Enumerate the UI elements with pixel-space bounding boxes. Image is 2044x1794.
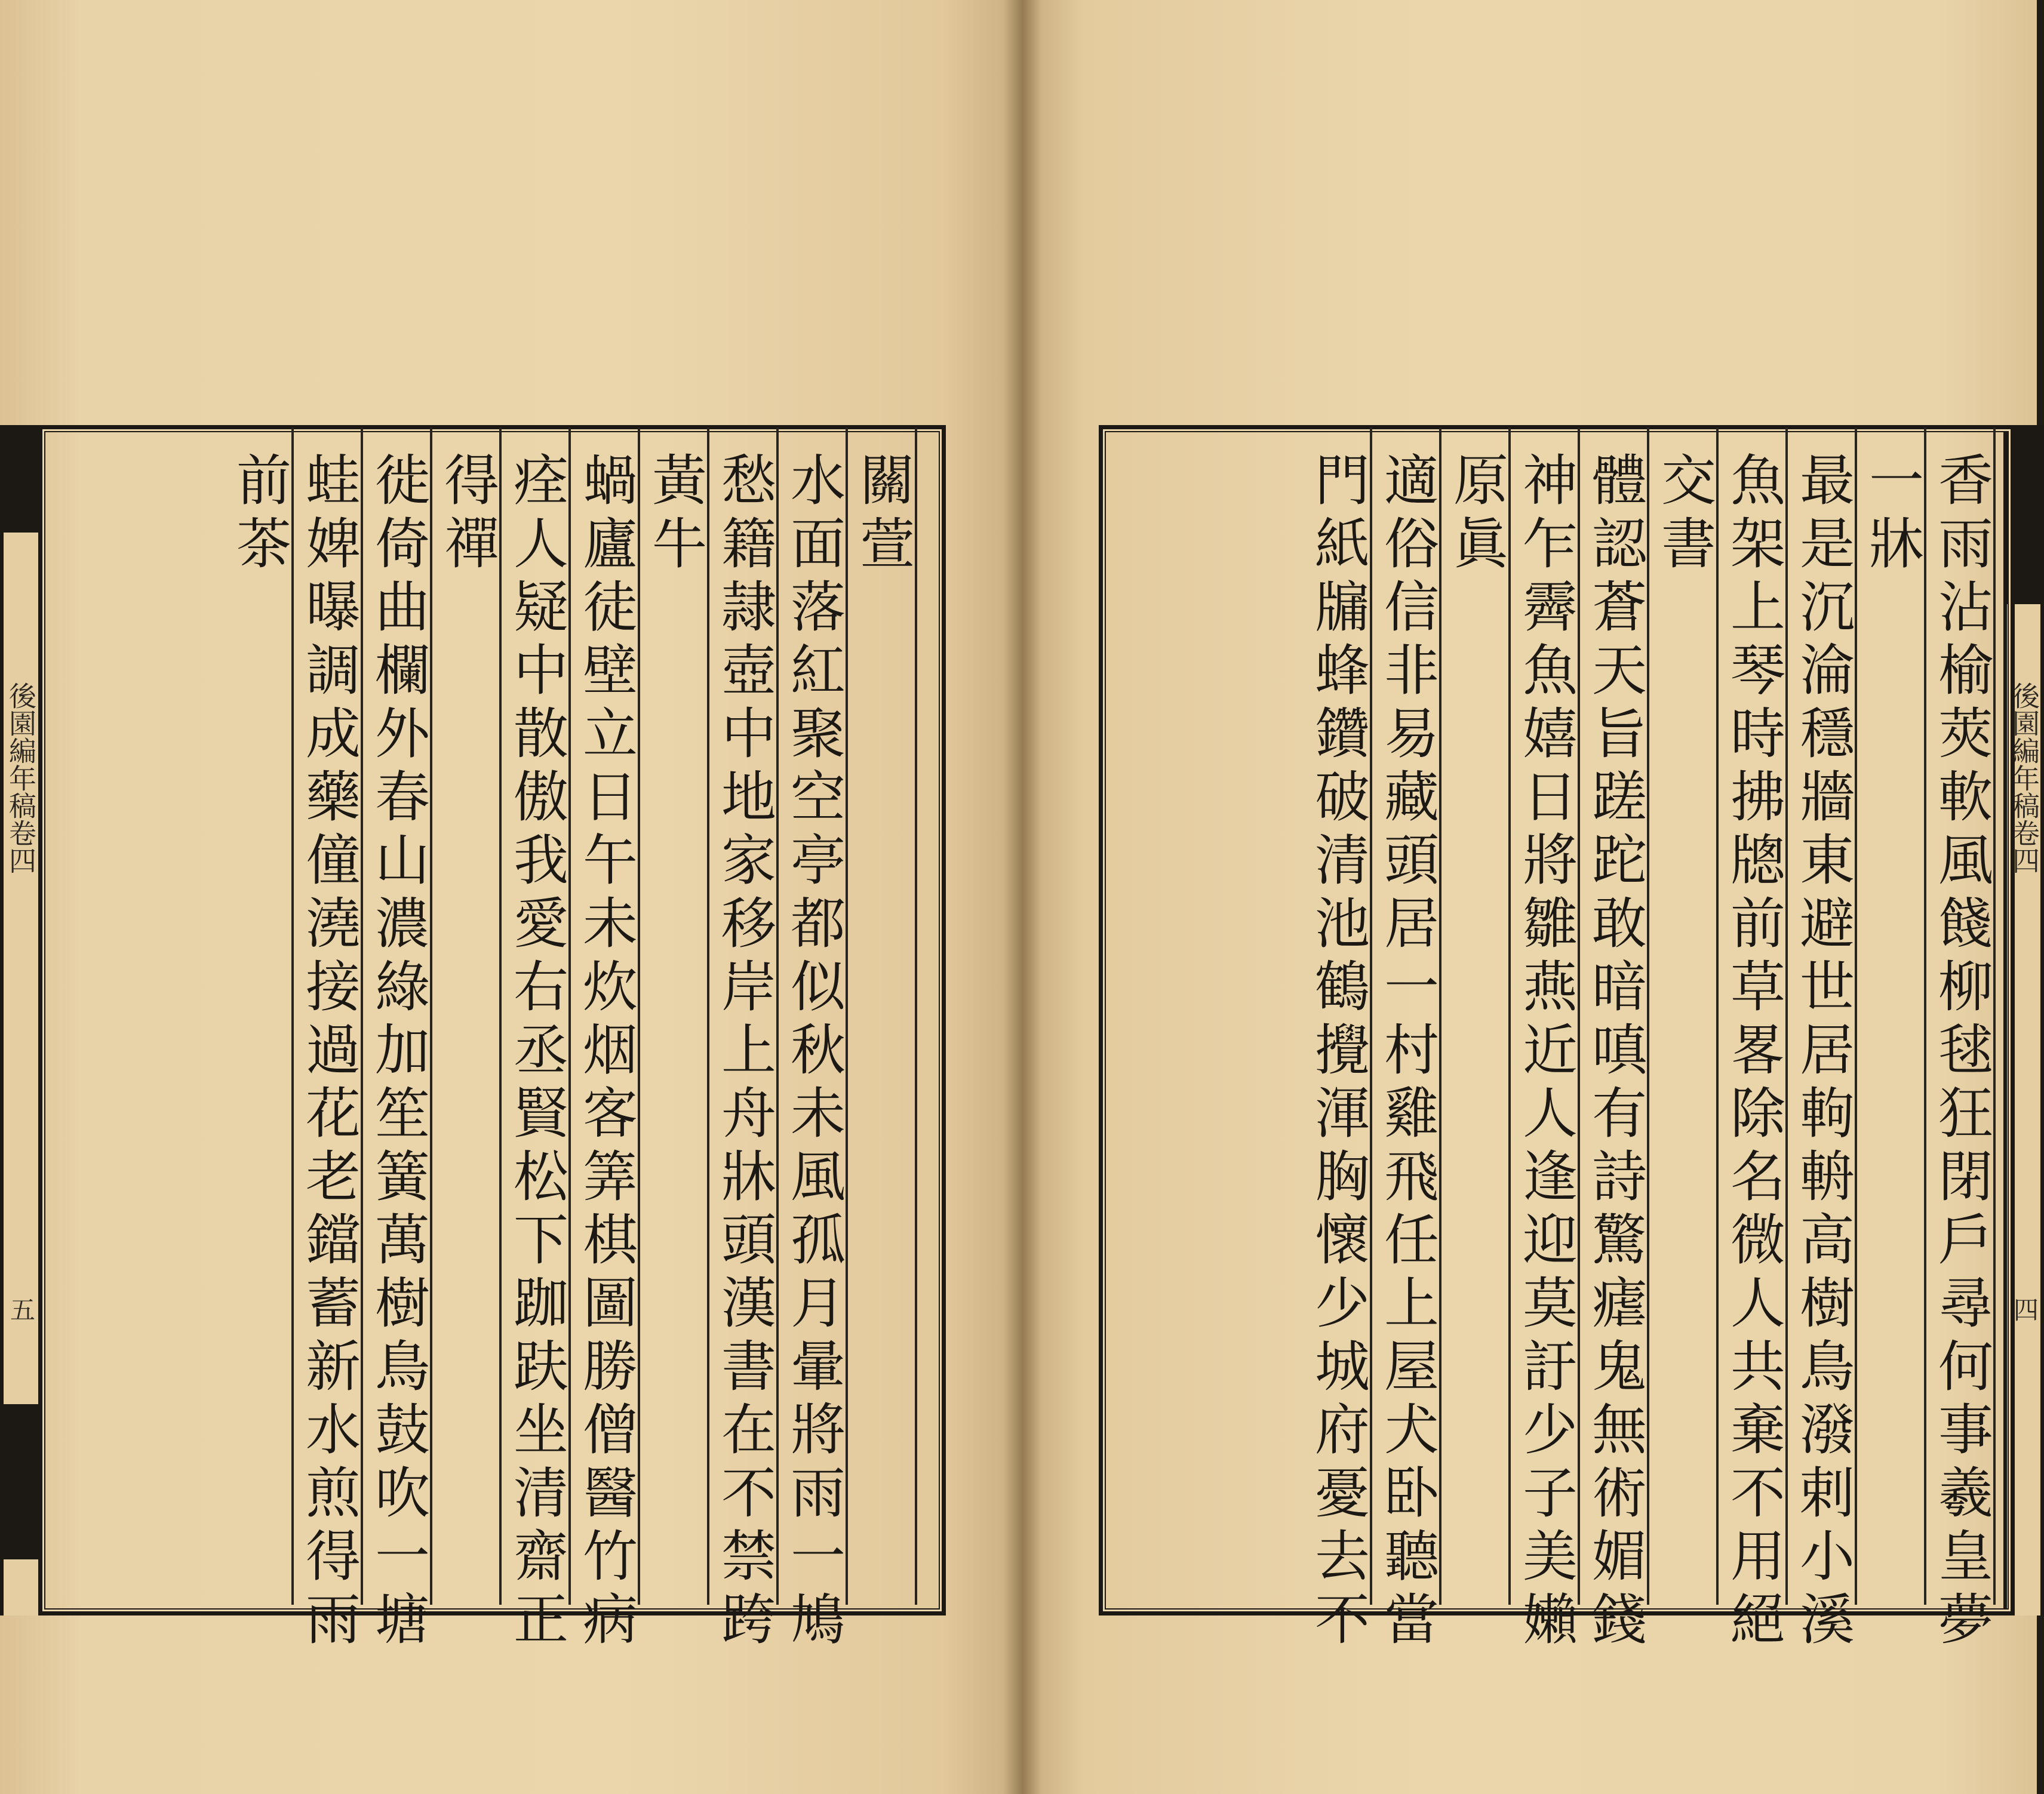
left-leaf-number: 五 (7, 1297, 36, 1322)
left-column-10: 前茶 (225, 427, 294, 1605)
left-column-8: 徙倚曲欄外春山濃綠加笙簧萬樹鳥鼓吹一塘 (363, 427, 432, 1605)
right-fold-title: 後園編年稿卷四 (2008, 682, 2040, 874)
right-column-3: 最是沉淪穩牆東避世居軥輈高樹鳥潑剌小溪 (1788, 427, 1857, 1605)
fold-black-mouth-bottom (4, 1404, 38, 1559)
right-column-10: 門紙牖蜂鑽破清池鶴攪渾胸懷少城府憂去不 (1303, 427, 1372, 1605)
right-column-5: 交書 (1649, 427, 1719, 1605)
right-column-6: 體認蒼天旨蹉跎敢暗嗔有詩驚瘧鬼無術媚錢 (1580, 427, 1649, 1605)
left-column-2: 水面落紅聚空亭都似秋未風孤月暈將雨一鳩 (779, 427, 848, 1605)
right-leaf-number: 四 (2010, 1297, 2039, 1322)
right-column-8: 原眞 (1441, 427, 1511, 1605)
right-column-9: 適俗信非易藏頭居一村雞飛任上屋犬卧聽當 (1372, 427, 1441, 1605)
left-column-6: 痊人疑中散傲我愛右丞賢松下跏趺坐清齋正 (502, 427, 571, 1605)
left-column-7: 得禪 (432, 427, 502, 1605)
left-column-4: 黃牛 (640, 427, 709, 1605)
left-column-1: 關萱 (848, 427, 917, 1605)
right-column-2: 一牀 (1857, 427, 1926, 1605)
left-column-3: 愁籍隷壺中地家移岸上舟牀頭漢書在不禁跨 (709, 427, 779, 1605)
right-column-1: 香雨沾榆莢軟風餞柳毬狂閉戶尋何事羲皇夢 (1926, 427, 1996, 1605)
left-fold-title: 後園編年稿卷四 (5, 682, 37, 874)
left-column-9: 蛙婢曝調成藥僮澆接過花老鐺蓄新水煎得雨 (294, 427, 363, 1605)
fold-black-mouth-top (4, 425, 38, 533)
left-fold-margin (0, 425, 42, 1615)
left-column-5: 蝸廬徒壁立日午未炊烟客筭棋圖勝僧醫竹病 (571, 427, 640, 1605)
right-column-7: 神乍霽魚嬉日將雛燕近人逢迎莫訏少子美嬾 (1511, 427, 1580, 1605)
right-column-4: 魚架上琴時拂牕前草畧除名微人共棄不用絕 (1719, 427, 1788, 1605)
